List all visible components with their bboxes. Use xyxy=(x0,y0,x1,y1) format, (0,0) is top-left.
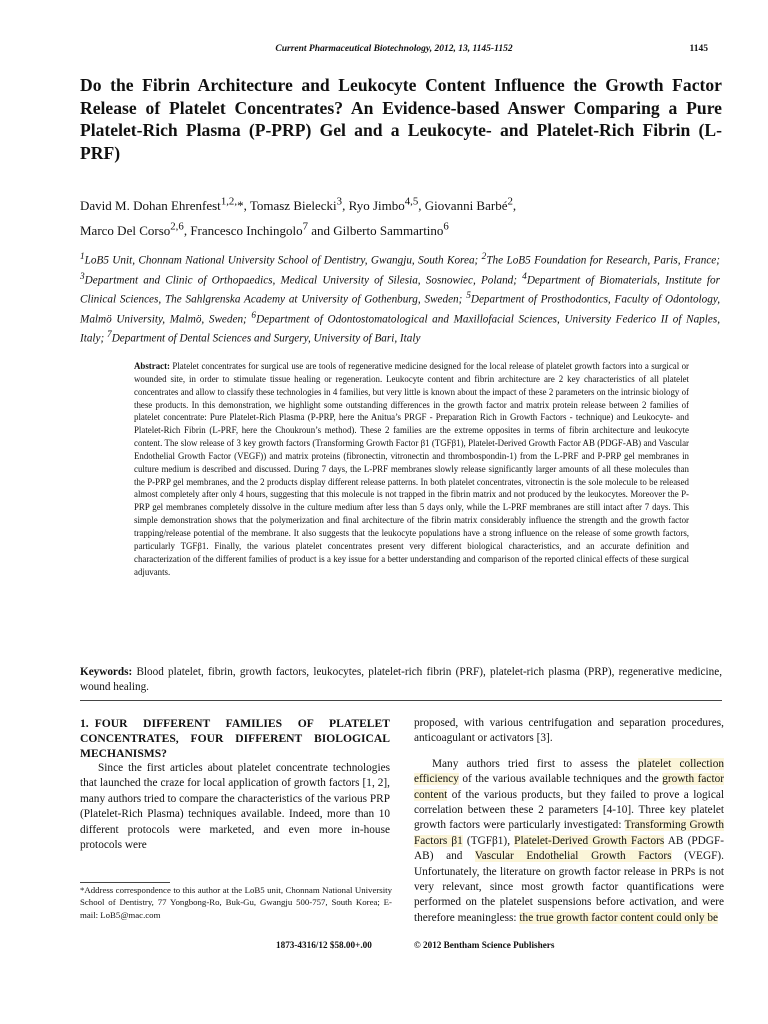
author-7: Gilberto Sammartino$^6$ xyxy=(333,220,449,238)
section-heading: 1. FOUR DIFFERENT FAMILIES OF PLATELET CONCENTRATES, FOUR DIFFERENT BIOLOGICAL MECHANISMS? xyxy=(80,717,390,760)
page-number: 1145 xyxy=(689,44,708,54)
abstract-text: Platelet concentrates for surgical use are tools of regenerative medicine designed for the local release of platelet growth factors into a surgical or wounded site, in order to stimulate tissue healing or regeneration. Leukocyte content and fibrin architecture are 2 key characteristics of all platelet concentrates and allow to classify these technologies in 4 families, but very little is known about the impact of these 2 parameters on the intrinsic biology of these products. In this demonstration, we highlight some outstanding differences in the growth factor and matrix protein release between 2 families of platelet concentrate: Pure Platelet-Rich Plasma (P-PRP, here the Anitua’s PRGF - Preparation Rich in Growth Factors - technique) and Leukocyte- and Platelet-Rich Fibrin (L-PRF, here the Choukroun’s method). These 2 families are the extreme opposites in terms of fibrin architecture and leukocyte content. The slow release of 3 key growth factors (Transforming Growth Factor β1 (TGFβ1), Platelet-Derived Growth Factor AB (PDGF-AB) and Vascular Endothelial Growth Factor (VEGF)) and matrix proteins (fibronectin, vitronectin and thrombospondin-1) from the L-PRF and P-PRP gel membranes in culture medium is described and discussed. During 7 days, the L-PRF membranes slowly release significantly larger amounts of all these molecules than the P-PRP gel membranes, and the 2 products display different release patterns. In both platelet concentrates, vitronectin is the sole molecule to be released almost completely after only 4 hours, suggesting that this molecule is not trapped in the fibrin matrix and not produced by the leukocytes. Moreover the P-PRP gel membranes completely dissolve in the culture medium after less than 5 days only, while the L-PRF membranes are still intact after 7 days. This simple demonstration shows that the polymerization and final architecture of the fibrin matrix considerably influence the strength and the growth factor trapping/release potential of the membrane. It also suggests that the leukocyte populations have a strong influence on the release of some growth factors, particularly TGFβ1. Finally, the various platelet concentrates present very different biological characteristics, and an accurate definition and characterization of the different families of product is a key issue for a better understanding and comparison of the reported clinical effects of these surgical adjuvants. xyxy=(134,361,690,577)
highlight: growth factor content xyxy=(414,773,724,801)
highlight: the true growth factor content could only be xyxy=(519,911,718,924)
highlight: platelet collection efficiency xyxy=(414,757,724,786)
keywords-label: Keywords: xyxy=(80,666,133,678)
right-column xyxy=(414,716,724,926)
footnote-divider xyxy=(80,882,170,883)
author-4: Giovanni Barbé$^2$, xyxy=(424,196,517,214)
highlight: Platelet-Derived Growth Factors xyxy=(514,834,665,847)
footnote: *Address correspondence to this author at the LoB5 unit, Chonnam National University School of Dentistry, 77 Yongbong-Ro, Buk-Gu, Gwangju 500-757, South Korea; E-mail: LoB5@mac.com xyxy=(80,885,392,920)
article-title: Do the Fibrin Architecture and Leukocyte Content Influence the Growth Factor Release of Platelet Concentrates? An Evidence-based Answer Comparing a Pure Platelet-Rich Plasma (P-PRP) Gel and a Leukocyte- and Platelet-Rich Fibrin (L-PRF) xyxy=(80,75,722,163)
issn: 1873-4316/12 $58.00+.00 xyxy=(276,940,372,950)
highlight: Vascular Endothelial Growth Factors xyxy=(474,850,672,863)
journal-citation: Current Pharmaceutical Biotechnology, 2012, 13, 1145-1152 xyxy=(275,44,513,54)
keywords xyxy=(80,665,722,695)
divider xyxy=(80,700,722,701)
abstract xyxy=(134,360,689,578)
author-3: Ryo Jimbo$^{4,5}$, xyxy=(348,196,425,214)
author-5: Marco Del Corso$^{2,6}$, xyxy=(80,220,191,238)
author-list xyxy=(80,192,720,241)
highlight: Transforming Growth Factors β1 xyxy=(414,819,724,847)
body-paragraph: Since the first articles about platelet concentrate technologies that launched the craze for local application of growth factors [1, 2], many authors tried to compare the characteristics of the various PRP (Platelet-Rich Plasma) techniques available. Indeed, more than 10 different protocols were marketed, and even more in-house protocols were xyxy=(80,762,390,852)
copyright: © 2012 Bentham Science Publishers xyxy=(413,940,555,950)
abstract-label: Abstract: xyxy=(134,361,170,371)
author-2: Tomasz Bielecki$^3$, xyxy=(249,196,349,214)
author-1: David M. Dohan Ehrenfest$^{1,2,}$*, xyxy=(80,196,250,214)
body-paragraph: Many authors tried first to assess the platelet collection efficiency of the various available techniques and the growth factor content of the various products, but they failed to prove a logical correlation between these 2 parameters [4-10]. Three key platelet growth factors were particularly investigated: Transforming Growth Factors β1 (TGFβ1), Platelet-Derived Growth Factors AB (PDGF-AB) and Vascular Endothelial Growth Factors (VEGF). Unfortunately, the literature on growth factor release in PRPs is not very relevant, since most growth factor quantifications were performed on the platelet suspensions before activation, and were therefore meaningless: the true growth factor content could only be xyxy=(414,757,725,924)
author-6: Francesco Inchingolo$^7$ and xyxy=(190,220,334,238)
affiliations: $^1$LoB5 Unit, Chonnam National University School of Dentistry, Gwangju, South Korea; $^2$The LoB5 Foundation for Research, Paris, France; $^3$Department and Clinic of Orthopaedics, Medical University of Silesia, Sosnowiec, Poland; $^4$Department of Biomaterials, Institute for Clinical Sciences, The Sahlgrenska Academy at University of Gothenburg, Sweden; $^5$Department of Prosthodontics, Faculty of Odontology, Malmö University, Malmö, Sweden; $^6$Department of Odontostomatological and Maxillofacial Sciences, University Federico II of Naples, Italy; $^7$Department of Dental Sciences and Surgery, University of Bari, Italy xyxy=(80,252,720,345)
left-column xyxy=(80,716,390,853)
keywords-text: Blood platelet, fibrin, growth factors, leukocytes, platelet-rich fibrin (PRF), platelet-rich plasma (PRP), regenerative medicine, wound healing. xyxy=(80,666,722,693)
body-paragraph-continued: proposed, with various centrifugation and separation procedures, anticoagulant or activators [3]. xyxy=(414,717,724,745)
page-footer xyxy=(276,940,554,950)
running-header xyxy=(80,44,708,60)
